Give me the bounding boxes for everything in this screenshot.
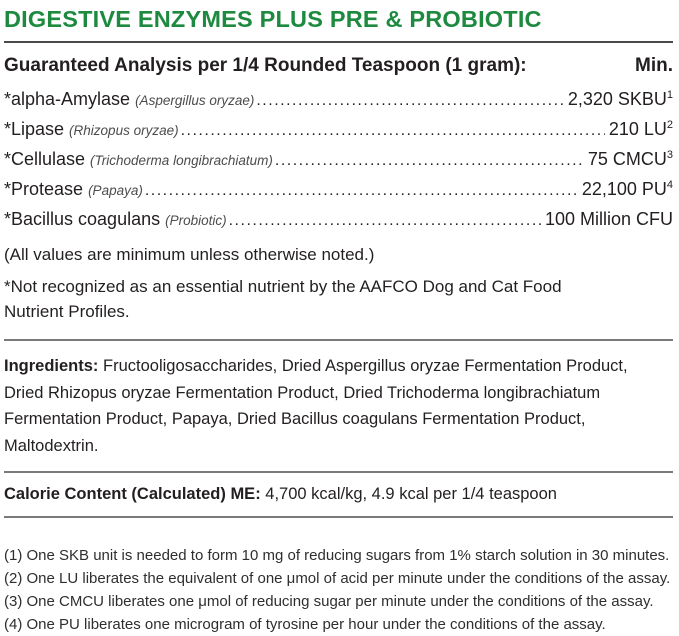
enzyme-source: (Aspergillus oryzae) xyxy=(135,93,255,108)
guaranteed-analysis-header xyxy=(4,55,673,77)
enzyme-name: *Bacillus coagulans xyxy=(4,209,161,229)
enzyme-value: 22,100 $PU^4$ xyxy=(581,179,673,199)
dot-leader xyxy=(181,117,605,145)
analysis-row-protease xyxy=(4,175,673,205)
analysis-rows xyxy=(4,85,673,235)
footnote-1: (1) One SKB unit is needed to form 10 mg of reducing sugars from 1% starch solution in 30 minutes. xyxy=(4,547,670,564)
enzyme-source: (Trichoderma longibrachiatum) xyxy=(90,153,273,168)
divider-calorie-bottom xyxy=(4,516,673,518)
enzyme-value: 210 $LU^2$ xyxy=(608,119,673,139)
enzyme-name: *Cellulase xyxy=(4,149,86,169)
ingredients-label: Ingredients: xyxy=(4,357,99,375)
ingredients-text: Fructooligosaccharides, Dried Aspergillus oryzae Fermentation Product, Dried Rhizopus oryzae Fermentation Product, Dried Trichoderma longibrachiatum Fermentation Product, Papaya, Dried Bacillus coagulans Fermentation Product, Maltodextrin. xyxy=(4,357,628,455)
enzyme-value: 2,320 SKBU$^1$ xyxy=(567,89,673,109)
analysis-row-bacillus xyxy=(4,205,673,235)
minimum-values-note: (All values are minimum unless otherwise noted.) xyxy=(4,245,375,264)
enzyme-source: (Papaya) xyxy=(88,183,143,198)
enzyme-name: *Protease xyxy=(4,179,84,199)
calorie-label: Calorie Content (Calculated) ME: xyxy=(4,485,261,503)
enzyme-value: 75 CMCU$^3$ xyxy=(587,149,673,169)
footnote-3: (3) One CMCU liberates one μmol of reducing sugar per minute under the conditions of the assay. xyxy=(4,593,654,610)
calorie-value: 4,700 kcal/kg, 4.9 kcal per 1/4 teaspoon xyxy=(260,485,557,503)
calorie-content xyxy=(4,485,673,504)
divider-calorie-top xyxy=(4,471,673,473)
min-column-label: Min. xyxy=(635,55,673,76)
product-title: DIGESTIVE ENZYMES PLUS PRE & PROBIOTIC xyxy=(4,6,542,32)
guaranteed-analysis-heading: Guaranteed Analysis per 1/4 Rounded Teaspoon (1 gram): xyxy=(4,55,527,76)
footnotes-section xyxy=(4,544,673,636)
aafco-note: *Not recognized as an essential nutrient by the AAFCO Dog and Cat Food Nutrient Profiles. xyxy=(4,277,562,321)
enzyme-value: 100 Million CFU xyxy=(544,209,673,229)
analysis-row-amylase xyxy=(4,85,673,115)
footnote-ref: 2 xyxy=(666,119,673,131)
divider-ingredients-top xyxy=(4,339,673,341)
analysis-row-cellulase xyxy=(4,145,673,175)
analysis-row-lipase xyxy=(4,115,673,145)
footnote-ref: 4 xyxy=(666,179,673,191)
footnote-ref: 3 xyxy=(666,149,673,161)
footnote-ref: 1 xyxy=(666,89,673,101)
enzyme-name: *Lipase xyxy=(4,119,65,139)
enzyme-name: *alpha-Amylase xyxy=(4,89,131,109)
footnote-2: (2) One LU liberates the equivalent of one μmol of acid per minute under the conditions of the assay. xyxy=(4,570,671,587)
footnote-4: (4) One PU liberates one microgram of tyrosine per hour under the conditions of the assay. xyxy=(4,616,606,633)
dot-leader xyxy=(229,207,541,235)
ingredients-section xyxy=(4,353,673,459)
enzyme-source: (Rhizopus oryzae) xyxy=(69,123,179,138)
dot-leader xyxy=(256,87,563,115)
enzyme-source: (Probiotic) xyxy=(165,213,227,228)
dot-leader xyxy=(275,147,584,175)
divider-top xyxy=(4,41,673,43)
dot-leader xyxy=(145,177,578,205)
